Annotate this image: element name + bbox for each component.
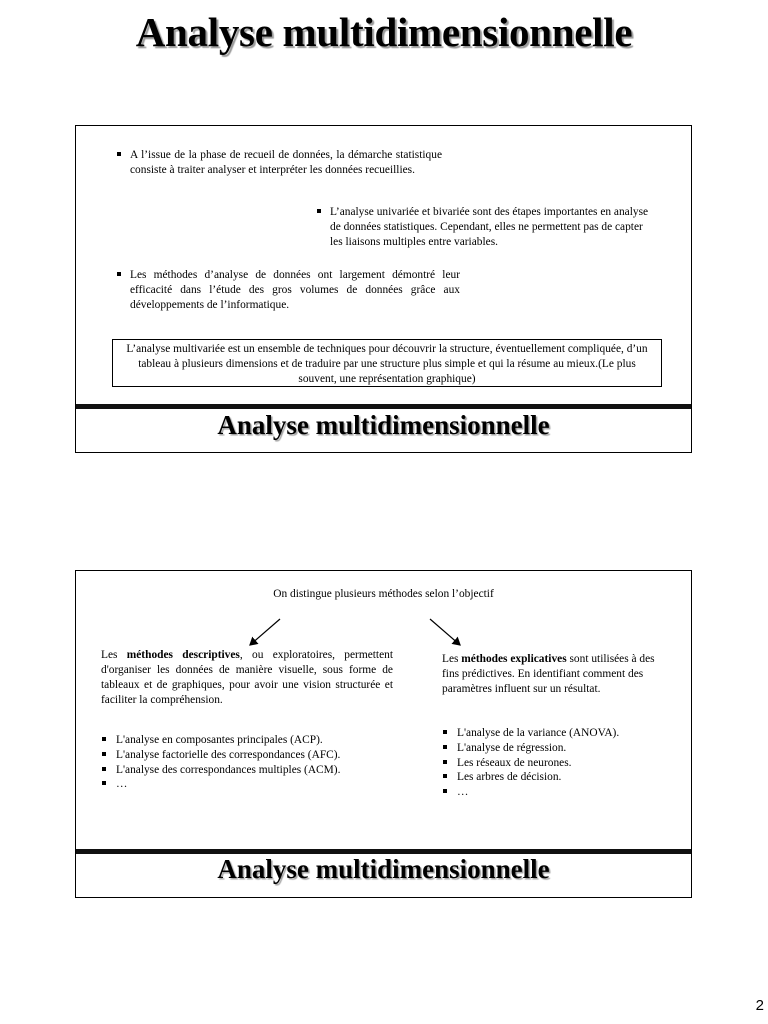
list-item: L'analyse des correspondances multiples (ACM). bbox=[101, 763, 401, 778]
list-item: L'analyse factorielle des correspondances (AFC). bbox=[101, 748, 401, 763]
list-item: L'analyse de la variance (ANOVA). bbox=[442, 726, 672, 741]
list-item: L'analyse en composantes principales (ACP). bbox=[101, 733, 401, 748]
descriptive-lead: Les bbox=[101, 649, 127, 661]
descriptive-term: méthodes descriptives bbox=[126, 649, 240, 661]
page-title: Analyse multidimensionnelle bbox=[135, 9, 633, 55]
explicative-methods-list bbox=[442, 726, 672, 800]
slide1-bullet-2: L’analyse univariée et bivariée sont des étapes importantes en analyse de données statistiques. Cependant, elles ne permettent pas de capter les liaisons multiples entre variables. bbox=[316, 205, 658, 250]
descriptive-methods-paragraph bbox=[101, 648, 393, 708]
slide-1 bbox=[75, 125, 692, 453]
page-number: 2 bbox=[755, 997, 764, 1014]
slide2-footer-title: Analyse multidimensionnelle bbox=[217, 854, 550, 884]
slide1-bullet-1: A l’issue de la phase de recueil de données, la démarche statistique consiste à traiter analyser et interpréter les données recueillies. bbox=[116, 148, 442, 178]
slide1-bullet-3: Les méthodes d’analyse de données ont largement démontré leur efficacité dans l’étude des gros volumes de données grâce aux développements de l’informatique. bbox=[116, 268, 460, 313]
arrow-right-icon bbox=[430, 619, 460, 645]
slide1-footer-title: Analyse multidimensionnelle bbox=[217, 410, 550, 440]
explicative-methods-paragraph bbox=[442, 652, 662, 697]
list-item: Les réseaux de neurones. bbox=[442, 756, 672, 771]
slide-2 bbox=[75, 570, 692, 898]
slide1-divider bbox=[76, 404, 691, 409]
list-item: … bbox=[442, 785, 672, 800]
explicative-text: sont utilisées à des fins prédictives. En identifiant comment des paramètres influent sur un résultat. bbox=[442, 653, 655, 695]
descriptive-text: , ou exploratoires, permettent d'organiser les données de manière visuelle, sous forme de tableaux et de graphiques, pour avoir une vision structurée et faciliter la compréhension. bbox=[101, 649, 394, 706]
list-item: … bbox=[101, 777, 401, 792]
list-item: Les arbres de décision. bbox=[442, 770, 672, 785]
explicative-term: méthodes explicatives bbox=[461, 653, 567, 665]
slide2-intro: On distingue plusieurs méthodes selon l’objectif bbox=[273, 588, 494, 600]
arrow-left-icon bbox=[250, 619, 280, 645]
descriptive-methods-list bbox=[101, 733, 401, 792]
list-item: L'analyse de régression. bbox=[442, 741, 672, 756]
definition-box: L’analyse multivariée est un ensemble de techniques pour découvrir la structure, éventuellement compliquée, d’un tableau à plusieurs dimensions et de traduire par une structure plus simple et qui la résume au mieux.(Le plus souvent, une représentation graphique) bbox=[112, 339, 662, 387]
explicative-lead: Les bbox=[442, 653, 462, 665]
